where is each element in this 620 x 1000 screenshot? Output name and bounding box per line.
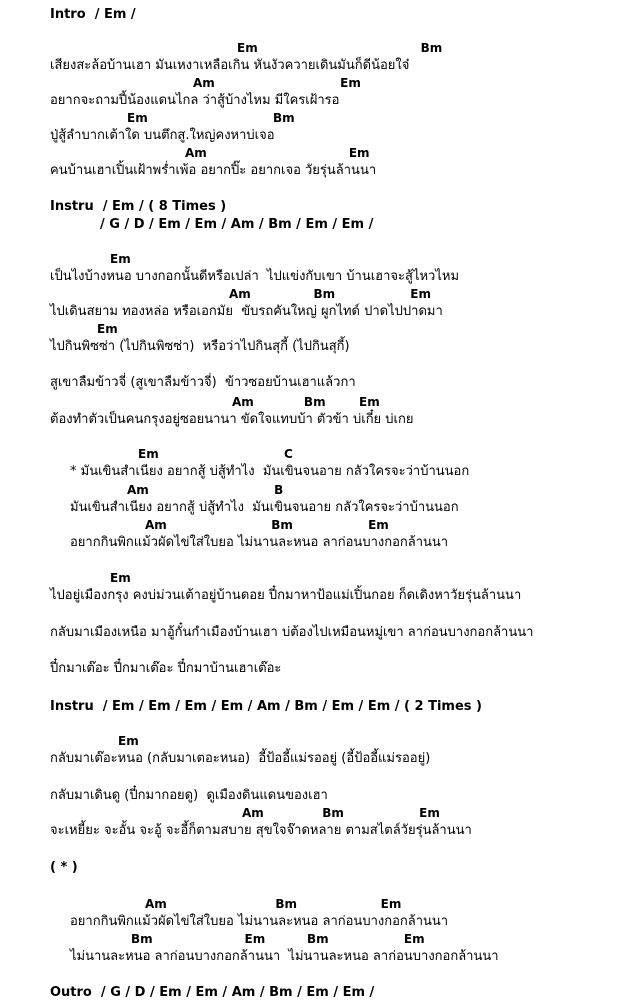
lyric-line: คนบ้านเฮาเปิ้นเฝ้าพร่ำเพ้อ อยากปิ๊ะ อยากเจอ วัยรุ่นล้านนา [50,163,377,178]
chord-line: Am Em [185,146,370,160]
chord-line: Am Bm Em [232,395,380,409]
lyric-line: มันเขินสำเนียง อยากสู้ บ่สู้ทำไง มันเขินจนอาย กลัวใครจะว่าบ้านนอก [70,500,459,515]
lyric-line: จะเหยี้ยะ จะอั้น จะอู้ จะอี้ก็ตามสบาย สุขใจจ๊าดหลาย ตามสไตล์วัยรุ่นล้านนา [50,823,472,838]
chord-line: Am Em [193,76,361,90]
chord-line: Em [110,252,131,266]
intro-line: Intro / Em / [50,7,136,22]
lyric-line: สูเขาลืมข้าวจี่ (สูเขาลืมข้าวจี่) ข้าวซอยบ้านเฮาแล้วกา [50,375,356,390]
chord-line: Em [118,734,139,748]
lyric-line: เสียงสะล้อบ้านเฮา มันเหงาเหลือเกิน หันงัวควายเดินมันก็ดีน้อยใจ๋ [50,58,410,73]
chord-line: Em Bm [237,41,443,55]
lyric-line: ไปเดินสยาม ทองหล่อ หรือเอกมัย ขับรถคันใหญ่ ผูกไทด์ ปาดไปปาดมา [50,304,443,319]
lyric-line: ต้องทำตัวเป็นคนกรุงอยู่ซอยนานา ขัดใจแทบบ้า ตัวข้า บ่เกี๋ย บ่เกย [50,412,414,427]
lyric-line: * มันเขินสำเนียง อยากสู้ บ่สู้ทำไง มันเขินจนอาย กลัวใครจะว่าบ้านนอก [70,464,470,479]
chord-line: Em C [138,447,293,461]
lyric-line: อยากจะถามปี้น้องแดนไกล ว่าสู้บ้างไหม มีใครเฝ้ารอ [50,93,340,108]
lyric-line: ไม่นานละหนอ ลาก่อนบางกอกล้านนา ไม่นานละหนอ ลาก่อนบางกอกล้านนา [70,949,499,964]
instru-line: Instru / Em / ( 8 Times ) [50,199,227,214]
lyric-line: ไปอยู่เมืองกรุง คงบ่ม่วนเต้าอยู่บ้านดอย ปี๋กมาหาป้อแม่เปิ้นกอย ก็ดเดิงหาวัยรุ่นล้านนา [50,588,522,603]
chord-line: Bm Em Bm Em [131,932,425,946]
lyric-line: กลับมาเต๊อะหนอ (กลับมาเตอะหนอ) อี้ป้ออี้แม่รออยู่ (อี้ป้ออี้แม่รออยู่) [50,751,431,766]
lyric-line: อยากกินพิกแม้วผัดไข่ใส่ใบยอ ไม่นานละหนอ ลาก่อนบางกอกล้านนา [70,914,449,929]
chord-line: Em Bm [127,111,295,125]
lyric-line: ปี๋กมาเต๊อะ ปี๋กมาเต๊อะ ปี๋กมาบ้านเฮาเต๊อะ [50,661,282,676]
lyric-line: กลับมาเดินดู (ปี๋กมากอยดู) ดูเมืองดินแดนของเฮา [50,788,328,803]
lyric-line: กลับมาเมืองเหนือ มาอู้กั๋นกำเมืองบ้านเฮา บ่ต้องไปเหมือนหมู่เขา ลาก่อนบางกอกล้านนา [50,625,534,640]
instru-line: Instru / Em / Em / Em / Em / Am / Bm / Em / Em / ( 2 Times ) [50,699,482,714]
chord-line: Em [110,571,131,585]
lyric-line: อยากกินพิกแม้วผัดไข่ใส่ใบยอ ไม่นานละหนอ ลาก่อนบางกอกล้านนา [70,535,449,550]
chord-line: Am B [127,483,284,497]
instru-chords: / G / D / Em / Em / Am / Bm / Em / Em / [100,217,374,232]
chorus-reference: ( * ) [50,860,78,875]
lyric-line: ไปกินพิซซ่า (ไปกินพิซซ่า) หรือว่าไปกินสุกี้ (ไปกินสุกี้) [50,339,350,354]
chord-line: Am Bm Em [145,897,402,911]
chord-line: Am Bm Em [145,518,389,532]
chord-line: Am Bm Em [229,287,432,301]
lyric-line: เป็นไงบ้างหนอ บางกอกนั้นดีหรือเปล่า ไปแข่งกับเขา บ้านเฮาจะสู้ไหวไหม [50,269,460,284]
chord-line: Am Bm Em [242,806,440,820]
outro-line: Outro / G / D / Em / Em / Am / Bm / Em / Em / [50,985,375,1000]
chord-line: Em [97,322,118,336]
lyric-line: ปู่สู้ลำบากเต้าใด บนตึกสู.ใหญ่คงหาบ่เจอ [50,128,275,143]
